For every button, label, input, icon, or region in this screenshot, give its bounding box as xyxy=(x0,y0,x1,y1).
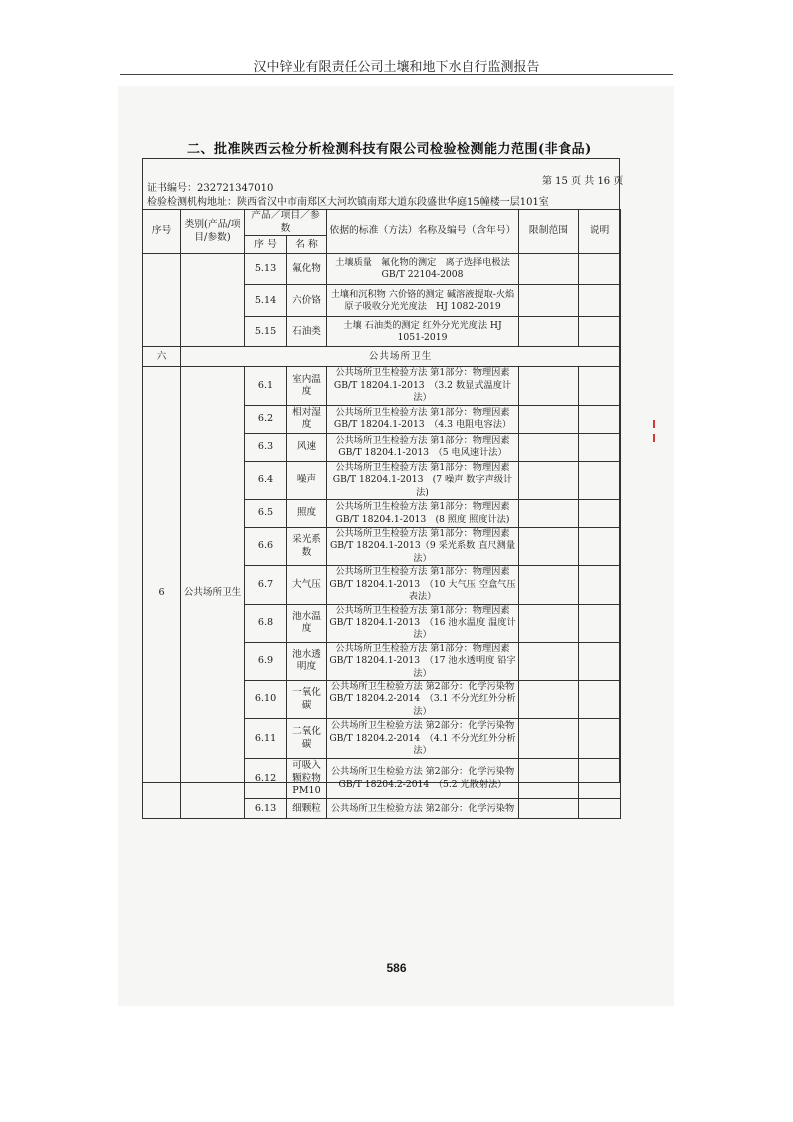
item-standard: 公共场所卫生检验方法 第1部分：物理因素 GB/T 18204.1-2013 （10 大气压 空盒气压表法） xyxy=(327,566,519,604)
item-name: 大气压 xyxy=(287,566,327,604)
seq-cell-empty xyxy=(143,254,181,347)
note-cell xyxy=(579,254,621,285)
item-standard: 公共场所卫生检验方法 第2部分：化学污染物 GB/T 18204.2-2014 （3.1 不分光红外分析法） xyxy=(327,681,519,719)
note-cell xyxy=(579,285,621,317)
section-category: 公共场所卫生 xyxy=(181,367,245,819)
limit-cell xyxy=(519,317,579,347)
limit-cell xyxy=(519,285,579,317)
limit-cell xyxy=(519,566,579,604)
item-no: 5.15 xyxy=(245,317,287,347)
item-name: 室内温度 xyxy=(287,367,327,405)
header-product: 产品／项目／参数 xyxy=(245,210,327,236)
page-number: 586 xyxy=(386,961,407,975)
stamp-edge-mark xyxy=(653,434,655,442)
limit-cell xyxy=(519,254,579,285)
item-no: 6.7 xyxy=(245,566,287,604)
item-no: 6.1 xyxy=(245,367,287,405)
report-header-title: 汉中锌业有限责任公司土壤和地下水自行监测报告 xyxy=(253,60,540,75)
item-no: 6.3 xyxy=(245,433,287,461)
item-standard: 公共场所卫生检验方法 第1部分：物理因素 GB/T 18204.1-2013 (7 噪声 数字声级计法) xyxy=(327,461,519,499)
item-no: 6.6 xyxy=(245,528,287,566)
item-standard: 土壤质量 氟化物的测定 离子选择电极法 GB/T 22104-2008 xyxy=(327,254,519,285)
limit-cell xyxy=(519,642,579,680)
note-cell xyxy=(579,317,621,347)
item-no: 6.12 xyxy=(245,759,287,799)
note-cell xyxy=(579,405,621,433)
item-standard: 公共场所卫生检验方法 第1部分：物理因素 GB/T 18204.1-2013 （4.3 电阻电容法） xyxy=(327,405,519,433)
limit-cell xyxy=(519,367,579,405)
item-standard: 公共场所卫生检验方法 第2部分：化学污染物 GB/T 18204.2-2014 （5.2 光散射法） xyxy=(327,759,519,799)
note-cell xyxy=(579,433,621,461)
item-standard: 公共场所卫生检验方法 第1部分：物理因素 GB/T 18204.1-2013 （16 池水温度 温度计法） xyxy=(327,604,519,642)
institution-address: 检验检测机构地址：陕西省汉中市南郑区大河坎镇南郑大道东段盛世华庭15幢楼一层101室 xyxy=(147,197,549,208)
item-standard: 公共场所卫生检验方法 第1部分：物理因素 GB/T 18204.1-2013（9 采光系数 直尺测量法） xyxy=(327,528,519,566)
limit-cell xyxy=(519,719,579,759)
capability-table xyxy=(142,209,621,819)
header-seq: 序号 xyxy=(143,210,181,254)
item-no: 6.8 xyxy=(245,604,287,642)
header-item-no: 序 号 xyxy=(245,236,287,254)
item-no: 6.13 xyxy=(245,799,287,819)
header-divider xyxy=(120,74,673,75)
header-standard: 依据的标准（方法）名称及编号（含年号） xyxy=(327,210,519,254)
item-no: 5.13 xyxy=(245,254,287,285)
header-category: 类别(产品/项目/参数) xyxy=(181,210,245,254)
item-name: 照度 xyxy=(287,500,327,528)
item-standard: 公共场所卫生检验方法 第1部分：物理因素 GB/T 18204.1-2013 （3.2 数显式温度计法） xyxy=(327,367,519,405)
item-standard: 土壤 石油类的测定 红外分光光度法 HJ 1051-2019 xyxy=(327,317,519,347)
item-name: 氟化物 xyxy=(287,254,327,285)
item-name: 二氧化碳 xyxy=(287,719,327,759)
section-seq: 6 xyxy=(143,367,181,819)
note-cell xyxy=(579,500,621,528)
limit-cell xyxy=(519,461,579,499)
item-name: 六价铬 xyxy=(287,285,327,317)
note-cell xyxy=(579,759,621,799)
limit-cell xyxy=(519,528,579,566)
header-note: 说明 xyxy=(579,210,621,254)
item-no: 6.2 xyxy=(245,405,287,433)
section-seq-label: 六 xyxy=(143,347,181,367)
header-item-name: 名 称 xyxy=(287,236,327,254)
item-standard: 公共场所卫生检验方法 第1部分：物理因素 GB/T 18204.1-2013 （17 池水透明度 铅字法） xyxy=(327,642,519,680)
note-cell xyxy=(579,528,621,566)
section-title: 公共场所卫生 xyxy=(181,347,621,367)
limit-cell xyxy=(519,759,579,799)
item-name: 相对湿度 xyxy=(287,405,327,433)
item-no: 6.11 xyxy=(245,719,287,759)
item-name: 一氧化碳 xyxy=(287,681,327,719)
item-name: 风速 xyxy=(287,433,327,461)
note-cell xyxy=(579,681,621,719)
item-name: 池水透明度 xyxy=(287,642,327,680)
item-no: 6.5 xyxy=(245,500,287,528)
note-cell xyxy=(579,367,621,405)
item-standard: 公共场所卫生检验方法 第2部分：化学污染物 GB/T 18204.2-2014 （4.1 不分光红外分析法） xyxy=(327,719,519,759)
limit-cell xyxy=(519,433,579,461)
note-cell xyxy=(579,461,621,499)
item-no: 6.10 xyxy=(245,681,287,719)
page-indicator: 第 15 页 共 16 页 xyxy=(542,176,624,187)
limit-cell xyxy=(519,681,579,719)
limit-cell xyxy=(519,799,579,819)
note-cell xyxy=(579,799,621,819)
item-name: 可吸入颗粒物PM10 xyxy=(287,759,327,799)
item-standard: 公共场所卫生检验方法 第2部分：化学污染物 xyxy=(327,799,519,819)
item-no: 5.14 xyxy=(245,285,287,317)
document-section-title: 二、批准陕西云检分析检测科技有限公司检验检测能力范围(非食品) xyxy=(187,142,592,157)
note-cell xyxy=(579,604,621,642)
item-name: 石油类 xyxy=(287,317,327,347)
item-standard: 公共场所卫生检验方法 第1部分：物理因素 GB/T 18204.1-2013 (8 照度 照度计法) xyxy=(327,500,519,528)
header-limit: 限制范围 xyxy=(519,210,579,254)
note-cell xyxy=(579,566,621,604)
limit-cell xyxy=(519,405,579,433)
item-standard: 土壤和沉积物 六价铬的测定 碱溶液提取-火焰原子吸收分光光度法 HJ 1082-2019 xyxy=(327,285,519,317)
certificate-number: 证书编号：232721347010 xyxy=(147,183,274,194)
stamp-edge-mark xyxy=(653,420,655,428)
note-cell xyxy=(579,642,621,680)
note-cell xyxy=(579,719,621,759)
item-name: 噪声 xyxy=(287,461,327,499)
limit-cell xyxy=(519,500,579,528)
item-standard: 公共场所卫生检验方法 第1部分：物理因素 GB/T 18204.1-2013 （5 电风速计法） xyxy=(327,433,519,461)
limit-cell xyxy=(519,604,579,642)
category-cell-empty xyxy=(181,254,245,347)
item-no: 6.9 xyxy=(245,642,287,680)
item-name: 细颗粒 xyxy=(287,799,327,819)
item-name: 采光系数 xyxy=(287,528,327,566)
item-no: 6.4 xyxy=(245,461,287,499)
item-name: 池水温度 xyxy=(287,604,327,642)
